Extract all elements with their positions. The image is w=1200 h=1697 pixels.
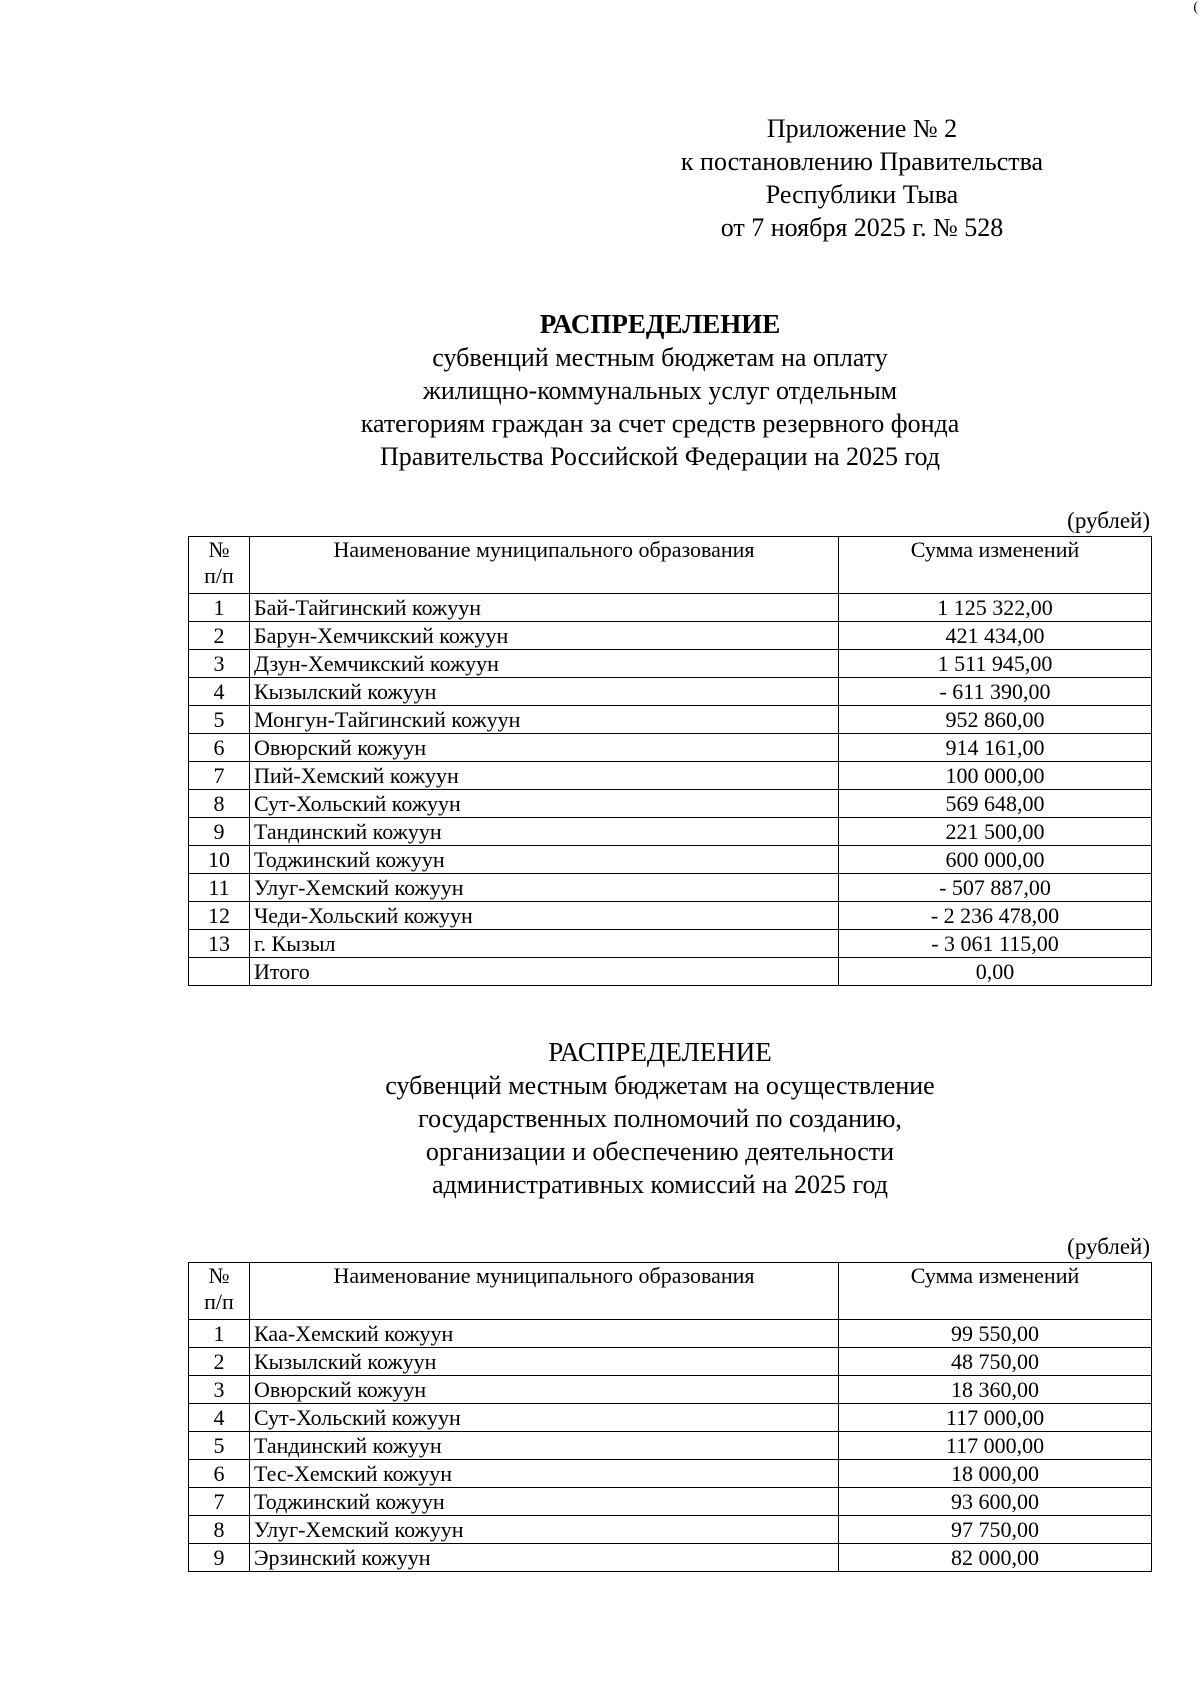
row-sum: 914 161,00	[839, 734, 1152, 762]
row-number: 4	[189, 678, 250, 706]
appendix-number: Приложение № 2	[766, 114, 958, 143]
table-row	[189, 1320, 1152, 1348]
row-name: Дзун-Хемчикский кожуун	[250, 650, 839, 678]
section1-units: (рублей)	[1067, 508, 1150, 533]
row-sum: - 611 390,00	[839, 678, 1152, 706]
row-name: Сут-Хольский кожуун	[250, 790, 839, 818]
section2-subtitle-line: административных комиссий на 2025 год	[431, 1170, 889, 1199]
section2-title: РАСПРЕДЕЛЕНИЕ	[548, 1037, 772, 1067]
corner-mark: (	[1193, 0, 1198, 15]
row-name: Овюрский кожуун	[250, 1376, 839, 1404]
table-row	[189, 1516, 1152, 1544]
row-sum: 117 000,00	[839, 1432, 1152, 1460]
row-name: Барун-Хемчикский кожуун	[250, 622, 839, 650]
row-number: 9	[189, 818, 250, 846]
header-num	[189, 1263, 250, 1320]
appendix-date: от 7 ноября 2025 г. № 528	[720, 213, 1004, 242]
table-row	[189, 846, 1152, 874]
table-row	[189, 622, 1152, 650]
row-sum: - 3 061 115,00	[839, 930, 1152, 958]
row-number: 1	[189, 1320, 250, 1348]
header-sum: Сумма изменений	[839, 1263, 1152, 1320]
row-name: г. Кызыл	[250, 930, 839, 958]
row-sum: 569 648,00	[839, 790, 1152, 818]
header-name: Наименование муниципального образования	[250, 537, 839, 594]
appendix-republic: Республики Тыва	[765, 180, 959, 209]
row-number: 10	[189, 846, 250, 874]
row-name: Улуг-Хемский кожуун	[250, 874, 839, 902]
row-name: Кызылский кожуун	[250, 1348, 839, 1376]
section2-table	[188, 1262, 1152, 1572]
row-name: Тандинский кожуун	[250, 1432, 839, 1460]
row-name: Бай-Тайгинский кожуун	[250, 594, 839, 622]
section2-subtitle-line: субвенций местным бюджетам на осуществление	[385, 1071, 935, 1100]
row-name: Тоджинский кожуун	[250, 1488, 839, 1516]
row-number: 5	[189, 1432, 250, 1460]
table-row	[189, 1376, 1152, 1404]
row-sum: 82 000,00	[839, 1544, 1152, 1572]
row-name: Тоджинский кожуун	[250, 846, 839, 874]
table-row	[189, 650, 1152, 678]
row-name: Овюрский кожуун	[250, 734, 839, 762]
row-name: Сут-Хольский кожуун	[250, 1404, 839, 1432]
section1-heading	[250, 308, 1070, 473]
section1-title: РАСПРЕДЕЛЕНИЕ	[539, 309, 781, 339]
row-number: 7	[189, 762, 250, 790]
row-sum: 421 434,00	[839, 622, 1152, 650]
row-sum: 18 000,00	[839, 1460, 1152, 1488]
header-sum: Сумма изменений	[839, 537, 1152, 594]
table-row	[189, 1348, 1152, 1376]
row-sum: 952 860,00	[839, 706, 1152, 734]
table-header-row	[189, 537, 1152, 594]
row-sum: 99 550,00	[839, 1320, 1152, 1348]
row-number: 4	[189, 1404, 250, 1432]
section1-subtitle-line: жилищно-коммунальных услуг отдельным	[422, 376, 898, 405]
row-number: 7	[189, 1488, 250, 1516]
row-number	[189, 958, 250, 986]
table-row	[189, 902, 1152, 930]
table-row	[189, 1404, 1152, 1432]
row-name: Эрзинский кожуун	[250, 1544, 839, 1572]
row-name: Чеди-Хольский кожуун	[250, 902, 839, 930]
table-row	[189, 1432, 1152, 1460]
row-number: 3	[189, 1376, 250, 1404]
row-sum: 117 000,00	[839, 1404, 1152, 1432]
table-row	[189, 1544, 1152, 1572]
row-number: 12	[189, 902, 250, 930]
row-number: 3	[189, 650, 250, 678]
table-row	[189, 706, 1152, 734]
row-number: 2	[189, 622, 250, 650]
table-row	[189, 762, 1152, 790]
table-row	[189, 594, 1152, 622]
row-sum: 48 750,00	[839, 1348, 1152, 1376]
row-sum: 0,00	[839, 958, 1152, 986]
table-row	[189, 818, 1152, 846]
appendix-header	[652, 112, 1072, 244]
row-sum: 600 000,00	[839, 846, 1152, 874]
row-sum: 97 750,00	[839, 1516, 1152, 1544]
row-name: Каа-Хемский кожуун	[250, 1320, 839, 1348]
row-sum: 18 360,00	[839, 1376, 1152, 1404]
row-number: 5	[189, 706, 250, 734]
row-number: 8	[189, 790, 250, 818]
row-name: Тес-Хемский кожуун	[250, 1460, 839, 1488]
header-num-line2: п/п	[204, 563, 234, 588]
table-row	[189, 958, 1152, 986]
row-number: 1	[189, 594, 250, 622]
table-row	[189, 874, 1152, 902]
row-sum: - 507 887,00	[839, 874, 1152, 902]
row-number: 9	[189, 1544, 250, 1572]
table-row	[189, 1460, 1152, 1488]
section2-units: (рублей)	[1067, 1234, 1150, 1259]
row-number: 6	[189, 1460, 250, 1488]
row-sum: 93 600,00	[839, 1488, 1152, 1516]
row-number: 2	[189, 1348, 250, 1376]
row-number: 6	[189, 734, 250, 762]
table-row	[189, 790, 1152, 818]
section2-subtitle-line: организации и обеспечению деятельности	[425, 1137, 895, 1166]
table-row	[189, 734, 1152, 762]
row-name: Кызылский кожуун	[250, 678, 839, 706]
row-sum: 221 500,00	[839, 818, 1152, 846]
row-number: 13	[189, 930, 250, 958]
row-name: Пий-Хемский кожуун	[250, 762, 839, 790]
row-sum: 1 511 945,00	[839, 650, 1152, 678]
header-num-line1: №	[208, 537, 230, 562]
section1-subtitle-line: субвенций местным бюджетам на оплату	[432, 343, 888, 372]
header-num-line2: п/п	[204, 1289, 234, 1314]
appendix-resolution: к постановлению Правительства	[680, 147, 1044, 176]
row-name: Итого	[250, 958, 839, 986]
header-num	[189, 537, 250, 594]
row-name: Тандинский кожуун	[250, 818, 839, 846]
header-num-line1: №	[208, 1263, 230, 1288]
row-name: Монгун-Тайгинский кожуун	[250, 706, 839, 734]
row-name: Улуг-Хемский кожуун	[250, 1516, 839, 1544]
row-sum: - 2 236 478,00	[839, 902, 1152, 930]
section1-table	[188, 536, 1152, 986]
section1-subtitle-line: Правительства Российской Федерации на 2025 год	[380, 442, 940, 471]
section2-subtitle-line: государственных полномочий по созданию,	[418, 1104, 902, 1133]
header-name: Наименование муниципального образования	[250, 1263, 839, 1320]
table-row	[189, 930, 1152, 958]
table-row	[189, 678, 1152, 706]
row-number: 8	[189, 1516, 250, 1544]
section1-subtitle-line: категориям граждан за счет средств резервного фонда	[360, 409, 960, 438]
table-header-row	[189, 1263, 1152, 1320]
row-sum: 100 000,00	[839, 762, 1152, 790]
table-row	[189, 1488, 1152, 1516]
row-number: 11	[189, 874, 250, 902]
section2-heading	[250, 1036, 1070, 1201]
row-sum: 1 125 322,00	[839, 594, 1152, 622]
